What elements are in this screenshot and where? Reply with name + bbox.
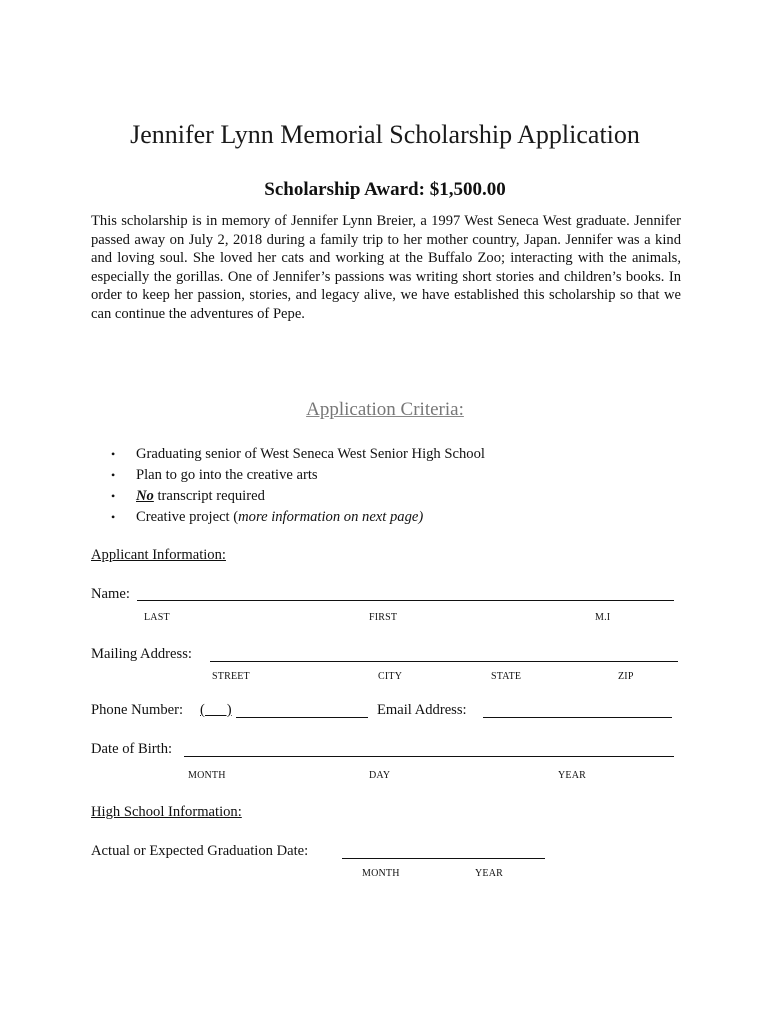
address-sublabel-zip: ZIP xyxy=(618,671,634,682)
criteria-item xyxy=(111,465,485,486)
project-note: more information on next page) xyxy=(238,509,424,525)
criteria-item-text: Graduating senior of West Seneca West Senior High School xyxy=(136,446,485,462)
criteria-item-text: transcript required xyxy=(153,488,265,504)
criteria-item-text: Plan to go into the creative arts xyxy=(136,467,318,483)
bullet-icon: • xyxy=(111,447,116,461)
no-emphasis: No xyxy=(136,488,154,504)
name-sublabel-last: LAST xyxy=(144,612,170,623)
name-field[interactable] xyxy=(137,600,674,601)
bullet-icon: • xyxy=(111,468,116,482)
graduation-date-label: Actual or Expected Graduation Date: xyxy=(91,843,309,859)
applicant-info-heading: Applicant Information: xyxy=(91,547,226,563)
grad-sublabel-year: YEAR xyxy=(475,868,504,879)
criteria-item-text: Creative project ( xyxy=(136,509,239,525)
email-field[interactable] xyxy=(483,717,672,718)
mailing-address-label: Mailing Address: xyxy=(91,646,192,662)
intro-paragraph: This scholarship is in memory of Jennifer Lynn Breier, a 1997 West Seneca West graduate. Jennifer passed away on July 2, 2018 during a family trip to her mother country, Japan. Jennifer was a kind and loving soul. She loved her cats and working at the Buffalo Zoo; interacting with the animals, especially the gorillas. One of Jennifer’s passions was writing short stories and children’s books. In order to keep her passion, stories, and legacy alive, we have established this scholarship so that we can continue the adventures of Pepe. xyxy=(91,213,681,322)
name-label: Name: xyxy=(91,586,130,602)
criteria-heading: Application Criteria: xyxy=(306,399,464,420)
dob-sublabel-day: DAY xyxy=(369,770,391,781)
bullet-icon: • xyxy=(111,489,116,503)
criteria-list xyxy=(111,444,485,528)
name-sublabel-first: FIRST xyxy=(369,612,398,623)
address-sublabel-state: STATE xyxy=(491,671,522,682)
address-sublabel-street: STREET xyxy=(212,671,250,682)
grad-sublabel-month: MONTH xyxy=(362,868,400,879)
dob-sublabel-month: MONTH xyxy=(188,770,226,781)
mailing-address-field[interactable] xyxy=(210,661,678,662)
date-of-birth-field[interactable] xyxy=(184,756,674,757)
scholarship-award: Scholarship Award: $1,500.00 xyxy=(264,179,506,200)
phone-area-code[interactable]: ( ) xyxy=(200,702,232,718)
name-sublabel-mi: M.I xyxy=(595,612,611,623)
bullet-icon: • xyxy=(111,510,116,524)
criteria-item xyxy=(111,444,485,465)
phone-label: Phone Number: xyxy=(91,702,184,718)
page-title: Jennifer Lynn Memorial Scholarship Application xyxy=(130,120,640,149)
criteria-item xyxy=(111,507,485,528)
email-label: Email Address: xyxy=(377,702,467,718)
dob-sublabel-year: YEAR xyxy=(558,770,587,781)
address-sublabel-city: CITY xyxy=(378,671,403,682)
phone-field[interactable] xyxy=(236,717,368,718)
date-of-birth-label: Date of Birth: xyxy=(91,741,173,757)
high-school-info-heading: High School Information: xyxy=(91,804,242,820)
graduation-date-field[interactable] xyxy=(342,858,545,859)
criteria-item xyxy=(111,486,485,507)
